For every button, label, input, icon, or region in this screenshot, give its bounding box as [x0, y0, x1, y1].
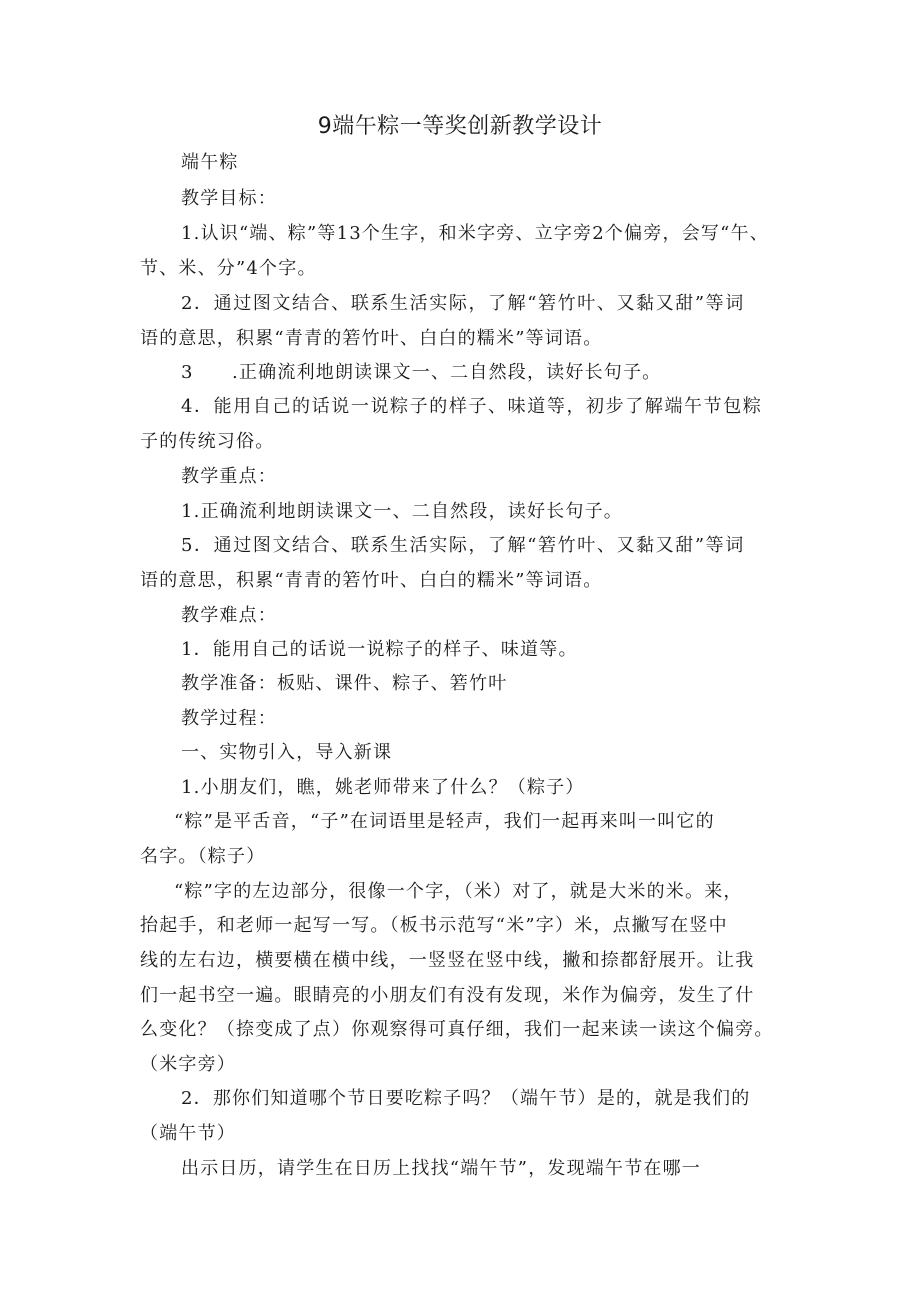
paragraph-line: 么变化？（捺变成了点）你观察得可真仔细，我们一起来读一读这个偏旁。 [140, 1019, 774, 1040]
section-heading-step-one: 一、实物引入，导入新课 [181, 742, 393, 763]
section-heading-objectives: 教学目标： [181, 188, 277, 209]
paragraph-line: 语的意思，积累“青青的箬竹叶、白白的糯米”等词语。 [140, 570, 603, 591]
paragraph-line: 线的左右边，横要横在横中线，一竖竖在竖中线，撇和捺都舒展开。让我 [140, 950, 755, 971]
paragraph-line: “粽”是平舌音，“子”在词语里是轻声，我们一起再来叫一叫它的 [174, 811, 715, 832]
paragraph-line: 语的意思，积累“青青的箬竹叶、白白的糯米”等词语。 [140, 328, 603, 349]
paragraph-line: 们一起书空一遍。眼睛亮的小朋友们有没有发现，米作为偏旁，发生了什 [140, 985, 755, 1006]
paragraph-line: 节、米、分”4个字。 [140, 258, 317, 279]
paragraph-line: 抬起手，和老师一起写一写。（板书示范写“米”字）米，点撇写在竖中 [140, 915, 728, 936]
subtitle-line: 端午粽 [181, 152, 239, 173]
paragraph-line: 2．通过图文结合、联系生活实际，了解“箬竹叶、又黏又甜”等词 [181, 293, 745, 314]
section-heading-key-points: 教学重点： [181, 466, 277, 487]
paragraph-line: “粽”字的左边部分，很像一个字，（米）对了，就是大米的米。来， [174, 881, 743, 902]
paragraph-line: 3 .正确流利地朗读课文一、二自然段，读好长句子。 [181, 362, 662, 383]
paragraph-line: （米字旁） [140, 1054, 236, 1075]
paragraph-line: 1．能用自己的话说一说粽子的样子、味道等。 [181, 639, 578, 660]
paragraph-line: 1.小朋友们，瞧，姚老师带来了什么？（粽子） [181, 777, 585, 798]
section-heading-process: 教学过程： [181, 708, 277, 729]
section-heading-difficulties: 教学难点： [181, 605, 277, 626]
paragraph-line: 5．通过图文结合、联系生活实际，了解“箬竹叶、又黏又甜”等词 [181, 535, 745, 556]
paragraph-line: 1.正确流利地朗读课文一、二自然段，读好长句子。 [181, 501, 623, 522]
paragraph-line: 1.认识“端、粽”等13个生字，和米字旁、立字旁2个偏旁，会写“午、 [181, 223, 769, 244]
section-heading-preparation: 教学准备：板贴、课件、粽子、箬竹叶 [181, 673, 508, 694]
paragraph-line: 出示日历，请学生在日历上找找“端午节”，发现端午节在哪一 [181, 1158, 702, 1179]
document-title: 9端午粽一等奖创新教学设计 [317, 114, 603, 139]
paragraph-line: （端午节） [140, 1123, 236, 1144]
paragraph-line: 2．那你们知道哪个节日要吃粽子吗？（端午节）是的，就是我们的 [181, 1088, 751, 1109]
paragraph-line: 4．能用自己的话说一说粽子的样子、味道等，初步了解端午节包粽 [181, 396, 763, 417]
paragraph-line: 子的传统习俗。 [140, 431, 275, 452]
paragraph-line: 名字。（粽子） [140, 846, 266, 867]
